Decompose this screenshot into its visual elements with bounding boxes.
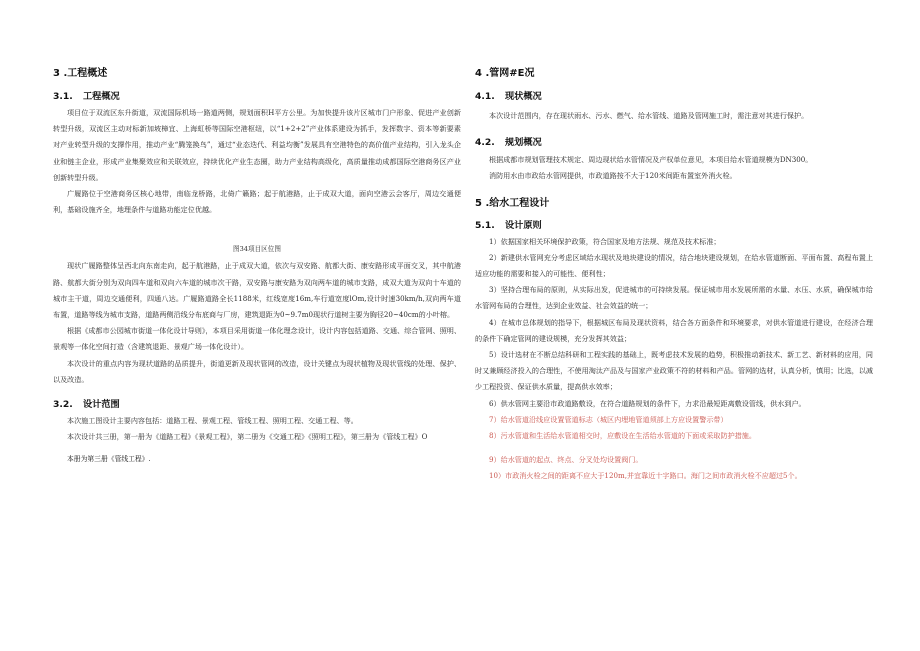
paragraph-location: 广履路位于空港商务区核心地带，南临龙桥路，北倚广籁路；起于航港路，止于成双大道，面向空港云会客厅，周边交通便利，基础设施齐全，地理条件与道路功能定位优越。 — [53, 189, 461, 215]
list-item: 3）坚持合理布局的原则，从实际出发，促进城市的可持续发展。保证城市用水发展所需的水量、水压、水质，确保城市给水管网布局的合理性，达到企业效益、社会效益的统一； — [475, 285, 873, 311]
list-item-highlighted: 8）污水管道和生活给水管道相交时，应敷设在生活给水管道的下面或采取防护措施。 — [489, 431, 756, 441]
volume-note: 本册为第三册《管线工程》. — [67, 455, 151, 464]
paragraph-volumes: 本次设计共三册，第一册为《道路工程》《景观工程》，第二册为《交通工程》《照明工程》，第三册为《管线工程》O — [67, 432, 428, 442]
section-4-1-number: 4.1. — [475, 91, 495, 102]
right-column — [475, 60, 873, 485]
list-item-highlighted: 10）市政消火栓之间的距离不应大于120m,并宜靠近十字路口。海门之间市政消火栓不应超过5个。 — [489, 471, 802, 481]
paragraph-current-road: 现状广履路整体呈西北向东南走向，起于航港路，止于成双大道，依次与双安路、航都大街、康安路形成平面交叉，其中航港路、航都大街分别为双向四车道和双向六车道的城市次干路，双安路与康安路为双向两车道的城市支路，成双大道为双向十车道的城市主干道，周边交通便利，四通八达。广履路道路全长1188米，红线宽度16m,车行道宽度lOm,设计时速30km/h,双向两车道布置，道路等线为城市支路，道路两侧沿线分布底商与厂房，建筑退距为0~9.7m0现状行道树主要为胸径20~40cm的小叶榕。 — [53, 261, 461, 320]
section-4-heading: 4 .管网#E况 — [475, 68, 535, 79]
section-4-2-title: 规划概况 — [505, 137, 542, 149]
list-item: 1）依据国家相关环境保护政策，符合国家及地方法规、规范及技术标准； — [489, 236, 721, 246]
section-3-2-title: 设计范围 — [83, 399, 120, 411]
paragraph-design-focus: 本次设计的重点内容为现状道路的品质提升，街道更新及现状管网的改造，设计关键点为现状植物及现状管线的处理、保护、以及改造。 — [53, 358, 461, 384]
paragraph-scope-content: 本次施工图设计主要内容包括：道路工程、景观工程、管线工程、照明工程、交通工程、等。 — [67, 416, 358, 426]
section-4-2-number: 4.2. — [475, 137, 495, 149]
section-3-1-number: 3.1. — [53, 91, 73, 102]
list-item: 2）新建供水管网充分考虑区域给水现状及地块建设的情况，结合地块建设规划，在给水管道断面、平面布置、高程布置上适应功能的需要和接入的可能性、便利性； — [475, 252, 873, 279]
section-4-1-heading — [475, 88, 873, 102]
list-item: 5）设计选材在不断总结科研和工程实践的基础上，既考虑技术发展的趋势，积极推动新技术、新工艺、新材料的应用，同时又兼顾经济投入的合理性，不使用淘汰产品及与国家产业政策不符的材料和产品。管网的选材，认真分析，慎用；比选，以减少工程投资、保证供水质量，提高供水效率； — [475, 350, 873, 392]
section-5-heading: 5 .给水工程设计 — [475, 197, 550, 209]
list-item-highlighted: 7）给水管道沿线应设置管道标志（城区内埋地管道须部上方应设置警示带） — [489, 414, 728, 424]
list-item: 6）供水管网主要沿市政道路敷设，在符合道路规划的条件下，力求沿最短距离敷设管线，供水到户。 — [489, 398, 806, 408]
paragraph-existing-pipes: 本次设计范围内，存在现状雨水、污水、燃气、给水管线、道路及管网施工时，需注意对其进行保护。 — [489, 111, 809, 120]
list-item: 4）在城市总体规划的指导下，根据城区布局及现状资料，结合各方面条件和环境要求，对供水管道进行建设，在经济合理的条件下确定管网的建设规模，充分发挥其效益； — [475, 317, 873, 343]
section-3-2-number: 3.2. — [53, 399, 73, 411]
section-5-1-title: 设计原则 — [505, 219, 542, 231]
section-3-heading: 3 .工程概述 — [53, 68, 108, 79]
left-column — [53, 60, 461, 463]
paragraph-pipe-scale: 根据成都市规划管理技术规定、周边现状给水管情况及产权单位意见，本项目给水管道规模为DN300。 — [489, 155, 813, 165]
section-4-2-heading — [475, 134, 873, 148]
section-5-1-number: 5.1. — [475, 219, 495, 231]
section-3-1-title: 工程概况 — [83, 91, 120, 102]
section-3-1-heading — [53, 88, 461, 102]
section-5-1-heading — [475, 217, 873, 231]
figure-caption: 图34项目区位图 — [233, 245, 281, 254]
list-item-highlighted: 9）给水管道的起点、终点、分叉处均设置阀门。 — [489, 455, 643, 465]
paragraph-fire-water: 消防用水由市政给水管网提供，市政道路按不大于120米间距布置室外消火栓。 — [489, 171, 737, 181]
section-3-2-heading — [53, 396, 461, 410]
design-principles-list — [475, 234, 873, 485]
paragraph-design-guideline: 根据《成都市公园城市街道一体化设计导则》，本项目采用街道一体化理念设计，设计内容包括道路、交通、综合管网、照明、景观等一体化空间打造（含建筑退距、景观广场一体化设计）。 — [53, 326, 461, 352]
paragraph-project-overview: 项目位于双流区东升街道，双流国际机场一路道两侧，规划面积H平方公里。为加快提升该片区城市门户形象、促进产业创新转型升级，双流区主动对标新加坡樟宜、上海虹桥等国际空港枢纽，以“1+2+2”产业体系建设为抓手，发挥数字、资本等新要素对产业转型升级的支撑作用，推动产业“腾笼换鸟”，通过“业态迭代、利益均衡”发展具有空港特色的高价值产业结构，引入龙头企业和链主企业，形成产业集聚效应和关联效应，持续优化产业生态圈，助力产业结构高级化，高质量推动成都国际空港商务区产业创新转型升级。 — [53, 108, 461, 182]
section-4-1-title: 现状概况 — [505, 91, 542, 102]
